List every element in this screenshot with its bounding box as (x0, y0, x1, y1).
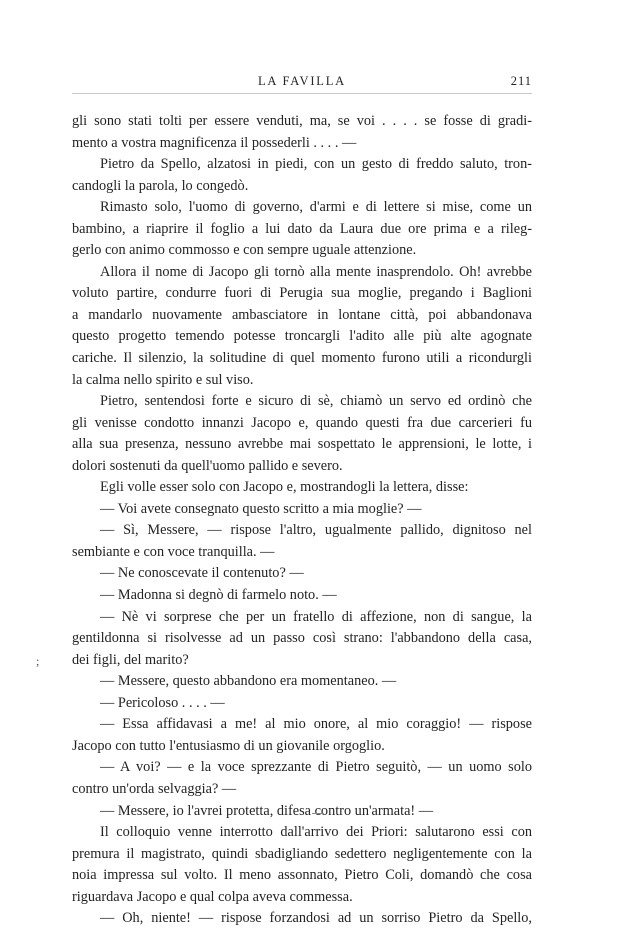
text-line: noia impressa sul volto. Il meno assonnato, Pietro Coli, domandò che cosa (72, 867, 532, 884)
margin-mark: ; (36, 654, 40, 668)
text-line: sembiante e con voce tranquilla. — (72, 543, 275, 560)
text-line: — Essa affidavasi a me! al mio onore, al mio coraggio! — rispose (100, 716, 532, 733)
text-line: — Messere, io l'avrei protetta, difesa contro un'armata! — (100, 802, 434, 819)
text-line: Rimasto solo, l'uomo di governo, d'armi e di lettere si mise, come un (100, 199, 532, 216)
page-body (72, 111, 532, 930)
text-line: Allora il nome di Jacopo gli tornò alla mente inasprendolo. Oh! avrebbe (100, 263, 532, 280)
text-line: la calma nello spirito e sul viso. (72, 371, 254, 388)
text-line: mento a vostra magnificenza il possederli . . . . — (72, 134, 357, 151)
text-line: gli sono stati tolti per essere venduti, ma, se voi . . . . se fosse di gradi- (72, 113, 532, 129)
text-line: Egli volle esser solo con Jacopo e, mostrandogli la lettera, disse: (100, 479, 469, 496)
text-line: premura il magistrato, quindi sbadigliando sedettero negligentemente con la (72, 845, 532, 862)
text-line: — Oh, niente! — rispose forzandosi ad un sorriso Pietro da Spello, (100, 910, 532, 927)
text-line: Il colloquio venne interrotto dall'arrivo dei Priori: salutarono essi con (100, 824, 532, 841)
running-title: LA FAVILLA (257, 74, 347, 88)
text-line: riguardava Jacopo e qual colpa aveva commessa. (72, 888, 353, 905)
text-line: gerlo con animo commosso e con sempre uguale attenzione. (72, 242, 417, 259)
text-line: Pietro da Spello, alzatosi in piedi, con un gesto di freddo saluto, tron- (100, 156, 532, 173)
text-line: — Voi avete consegnato questo scritto a mia moglie? — (100, 500, 422, 517)
text-line: alla sua presenza, nessuno avrebbe mai sospettato le apprensioni, le lotte, i (72, 436, 532, 453)
running-header (72, 72, 532, 92)
text-line: a mandarlo nuovamente ambasciatore in lontane città, poi abbandonava (72, 306, 532, 323)
page-bottom-mark (312, 813, 324, 814)
text-line: — Ne conoscevate il contenuto? — (100, 565, 304, 582)
text-line: cariche. Il silenzio, la solitudine di quel momento furono utili a ricondurgli (72, 350, 532, 367)
text-line: — Pericoloso . . . . — (100, 694, 225, 711)
text-line: dei figli, del marito? (72, 651, 189, 668)
page-number: 211 (510, 74, 532, 88)
header-rule (72, 93, 532, 94)
text-line: gentildonna si risolvesse ad un passo così strano: l'abbandono della casa, (72, 630, 532, 647)
text-line: gli venisse condotto innanzi Jacopo e, quando questi fra due carcerieri fu (72, 414, 532, 431)
text-line: questo progetto temendo potesse troncargli l'adito alle più alte agognate (72, 328, 532, 345)
text-line: — Messere, questo abbandono era momentaneo. — (100, 673, 397, 690)
text-line: bambino, a riaprire il foglio a lui dato da Laura due ore prima e a rileg- (72, 220, 532, 237)
text-line: voluto partire, condurre fuori di Perugia sua moglie, pregando i Baglioni (72, 285, 532, 302)
text-line: Pietro, sentendosi forte e sicuro di sè, chiamò un servo ed ordinò che (100, 393, 532, 410)
text-line: candogli la parola, lo congedò. (72, 177, 249, 194)
text-line: — Sì, Messere, — rispose l'altro, ugualmente pallido, dignitoso nel (100, 522, 532, 539)
text-line: dolori sostenuti da quell'uomo pallido e severo. (72, 457, 343, 474)
text-line: contro un'orda selvaggia? — (72, 780, 237, 797)
text-line: — Madonna si degnò di farmelo noto. — (100, 587, 337, 604)
text-line: — Nè vi sorprese che per un fratello di affezione, non di sangue, la (100, 608, 532, 625)
text-line: Jacopo con tutto l'entusiasmo di un giovanile orgoglio. (72, 737, 385, 754)
text-line: — A voi? — e la voce sprezzante di Pietro seguitò, — un uomo solo (100, 759, 532, 776)
